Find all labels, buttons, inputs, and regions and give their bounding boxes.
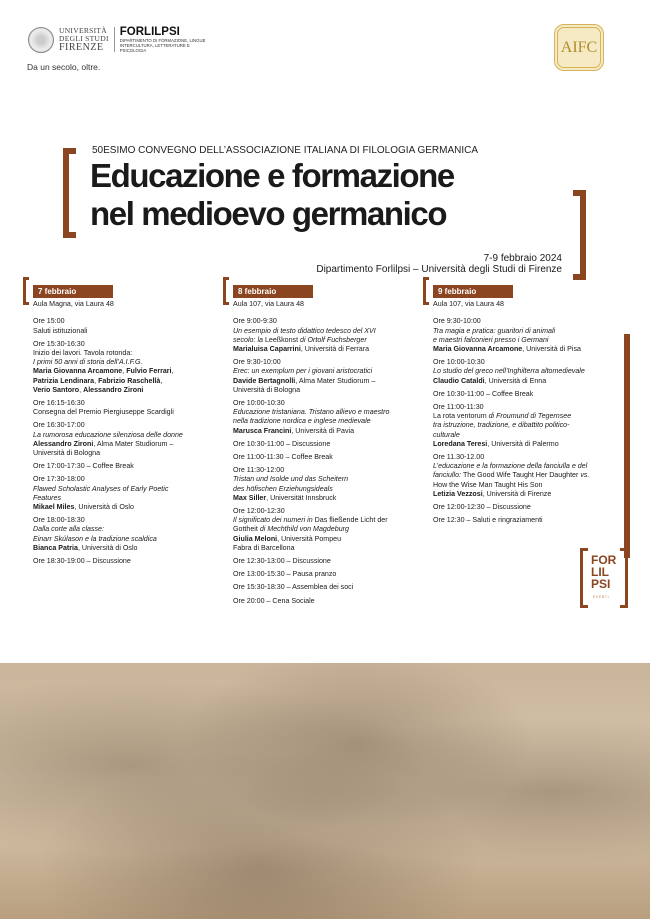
schedule-entry	[233, 440, 428, 449]
schedule-entry	[33, 475, 228, 512]
entry-time: Ore 16:15-16:30	[33, 399, 85, 408]
unifi-logo	[28, 26, 215, 53]
talk-title: e maestri falconieri presso i Germani	[433, 335, 549, 344]
talk-title: tra istruzione, tradizione, e dibattito politico-	[433, 421, 570, 430]
entry-line	[33, 494, 228, 503]
event-dates: 7-9 febbraio 2024	[483, 253, 562, 264]
entry-time: Ore 11:00-11:30 – Coffee Break	[233, 453, 333, 462]
talk-title: di Froumund di Tegernsee	[486, 412, 572, 421]
entry-text: , Università di Enna	[484, 376, 547, 385]
entry-line	[233, 427, 428, 436]
entry-time: Ore 18:30-19:00 – Discussione	[33, 557, 131, 566]
entry-time: Ore 13:00-15:30 – Pausa pranzo	[233, 570, 337, 579]
entry-line	[233, 417, 428, 426]
dept-name: FORLILPSI	[119, 26, 180, 38]
dept-subtitle: DIPARTIMENTO DI FORMAZIONE, LINGUE INTERCULTURA, LETTERATURE E PSICOLOGIA	[119, 38, 206, 53]
schedule-entry	[33, 340, 228, 395]
talk-title: Il significato dei numeri in	[233, 516, 315, 525]
entry-line	[433, 345, 628, 354]
entry-text: , Università di Oslo	[77, 543, 138, 552]
entry-text: ,	[79, 385, 84, 394]
entry-line	[33, 449, 228, 458]
entry-line	[433, 367, 628, 376]
entry-line	[233, 475, 428, 484]
speaker-name: Maria Giovanna Arcamone	[33, 367, 123, 376]
event-title	[90, 157, 454, 233]
entry-line	[433, 327, 628, 336]
speaker-name: Patrizia Lendinara	[33, 376, 95, 385]
entry-text: , Alma Mater Studiorum –	[295, 376, 376, 385]
entry-line	[233, 327, 428, 336]
accent-bar	[624, 334, 630, 558]
entry-time: Ore 9:00-9:30	[233, 317, 277, 326]
entry-text: La rota ventorum	[433, 412, 487, 421]
entry-time: Ore 17:00-17:30 – Coffee Break	[33, 462, 134, 471]
schedule-entry	[233, 358, 428, 395]
speaker-name: Bianca Patria	[33, 543, 78, 552]
entry-time: Ore 15:30-16:30	[33, 339, 85, 348]
talk-title: fanciullo:	[433, 471, 463, 480]
entry-line	[33, 440, 228, 449]
schedule-entry	[33, 516, 228, 553]
entry-line	[233, 494, 428, 503]
speaker-name: Alessandro Zironi	[33, 439, 94, 448]
logo-sub: EVENTI	[593, 595, 610, 599]
entry-time: Ore 9:30-10:00	[433, 317, 481, 326]
talk-title: culturale	[433, 430, 460, 439]
entry-line	[33, 544, 228, 553]
motto: Da un secolo, oltre.	[27, 62, 101, 72]
entry-text: , Alma Mater Studiorum –	[93, 439, 174, 448]
entry-line	[33, 535, 228, 544]
day-column	[33, 277, 228, 570]
entry-text: Fabra di Barcellona	[233, 543, 295, 552]
title-line: nel medioevo germanico	[90, 195, 447, 232]
day-venue: Aula 107, via Laura 48	[433, 300, 504, 309]
talk-title: des höfischen Erziehungsideals	[233, 484, 333, 493]
entry-time: Ore 11.30-12.00	[433, 453, 485, 462]
entry-line	[33, 327, 228, 336]
speaker-name: Loredana Teresi	[433, 439, 488, 448]
entry-line	[433, 471, 628, 480]
uni-line: DEGLI STUDI	[59, 34, 109, 44]
entry-line	[33, 358, 228, 367]
talk-title: vs.	[580, 471, 590, 480]
schedule-entry	[33, 317, 228, 335]
speaker-name: Mikael Miles	[33, 503, 75, 512]
speaker-name: Fulvio Ferrari	[126, 367, 172, 376]
entry-line	[233, 345, 428, 354]
speaker-name: Verio Santoro	[33, 385, 80, 394]
entry-line	[33, 408, 228, 417]
entry-text: Leeßkonst	[264, 335, 299, 344]
entry-text: ,	[160, 376, 163, 385]
entry-text: How the Wise Man Taught His Son	[433, 480, 543, 489]
aifc-logo: AIFC	[554, 24, 604, 71]
schedule-entry	[33, 399, 228, 417]
entry-text: Università di Bologna	[33, 449, 101, 458]
talk-title: L’educazione e la formazione della fanciulla e del	[433, 462, 588, 471]
speaker-name: Giulia Meloni	[233, 534, 278, 543]
entry-time: Ore 12:00-12:30	[233, 507, 285, 516]
entry-text: , Università di Ferrara	[300, 345, 370, 354]
talk-title: Educazione tristaniana. Tristano allievo e maestro	[233, 408, 390, 417]
entry-time: Ore 12:30-13:00 – Discussione	[233, 557, 331, 566]
entry-time: Ore 10:30-11:00 – Discussione	[233, 439, 331, 448]
entry-line	[433, 421, 628, 430]
entry-time: Ore 12:00-12:30 – Discussione	[433, 503, 531, 512]
talk-title: La rumorosa educazione silenziosa delle donne	[33, 430, 183, 439]
entry-line	[33, 525, 228, 534]
talk-title: Tra magia e pratica: guaritori di animali	[433, 326, 556, 335]
schedule-entry	[33, 421, 228, 458]
entry-line	[233, 377, 428, 386]
entry-text: , Università Pompeu	[277, 534, 342, 543]
entry-line	[233, 516, 428, 525]
entry-line	[233, 525, 428, 534]
schedule-entry	[33, 462, 228, 471]
talk-title: Lo studio del greco nell’Inghilterra altomedievale	[433, 367, 585, 376]
schedule-entry	[433, 503, 628, 512]
day-header: 8 febbraio	[233, 285, 313, 298]
entry-time: Ore 20:00 – Cena Sociale	[233, 596, 315, 605]
entry-time: Ore 18:00-18:30	[33, 516, 85, 525]
entry-time: Ore 10:00-10:30	[433, 358, 485, 367]
speaker-name: Max Siller	[233, 493, 267, 502]
schedule-entry	[433, 358, 628, 386]
entry-text: , Universität Innsbruck	[266, 493, 337, 502]
day-column	[433, 277, 628, 529]
talk-title: Features	[33, 493, 61, 502]
entry-text: , Università di Pisa	[522, 345, 581, 354]
entry-time: Ore 15:00	[33, 317, 65, 326]
entry-line	[233, 408, 428, 417]
schedule-entry	[433, 317, 628, 354]
university-name	[59, 27, 115, 53]
entry-text: Inizio dei lavori. Tavola rotonda:	[33, 349, 133, 358]
event-info	[300, 253, 562, 275]
entry-time: Ore 12:30 – Saluti e ringraziamenti	[433, 516, 543, 525]
entry-line	[433, 440, 628, 449]
speaker-name: Alessandro Zironi	[83, 385, 144, 394]
entry-time: Ore 10:00-10:30	[233, 399, 285, 408]
entry-line	[433, 490, 628, 499]
event-place: Dipartimento Forlilpsi – Università degli Studi di Firenze	[316, 264, 562, 275]
entry-line	[433, 377, 628, 386]
schedule-entry	[233, 597, 428, 606]
entry-text: , Università di Oslo	[74, 503, 134, 512]
university-seal-icon	[28, 27, 54, 53]
entry-line	[433, 462, 628, 471]
entry-line	[33, 349, 228, 358]
entry-line	[33, 367, 228, 376]
entry-line	[33, 386, 228, 395]
forlilpsi-eventi-logo	[580, 548, 628, 608]
schedule-entry	[433, 390, 628, 399]
entry-text: Università di Bologna	[233, 385, 301, 394]
talk-title: di Ortolf Fuchsberger	[298, 335, 367, 344]
entry-text: , Università di Palermo	[487, 439, 559, 448]
schedule-entry	[33, 557, 228, 566]
schedule-entry	[233, 453, 428, 462]
uni-line: UNIVERSITÀ	[59, 25, 107, 35]
day-header: 7 febbraio	[33, 285, 113, 298]
entry-text: Consegna del Premio Piergiuseppe Scardigli	[33, 408, 174, 417]
entry-time: Ore 10:30-11:00 – Coffee Break	[433, 389, 534, 398]
talk-title: Einarr Skúlason e la tradizione scaldica	[33, 534, 157, 543]
entry-text: , Università di Pavia	[291, 426, 355, 435]
title-line: Educazione e formazione	[90, 157, 454, 194]
day-column	[233, 277, 428, 610]
entry-line	[433, 481, 628, 490]
entry-line	[233, 386, 428, 395]
entry-text: Saluti istituzionali	[33, 326, 88, 335]
speaker-name: Claudio Cataldi	[433, 376, 485, 385]
right-bracket	[573, 190, 586, 280]
talk-title: di Mechthild von Magdeburg	[259, 525, 349, 534]
entry-line	[433, 431, 628, 440]
talk-title: Erec: un exemplum per i giovani aristocratici	[233, 367, 373, 376]
left-bracket	[63, 148, 76, 238]
entry-line	[233, 367, 428, 376]
entry-time: Ore 11:00-11:30	[433, 403, 484, 412]
entry-text: ,	[171, 367, 174, 376]
entry-text: The Good Wife Taught Her Daughter	[462, 471, 581, 480]
speaker-name: Letizia Vezzosi	[433, 489, 483, 498]
schedule-entry	[233, 583, 428, 592]
entry-line	[33, 485, 228, 494]
entry-line	[233, 544, 428, 553]
entry-line	[33, 503, 228, 512]
speaker-name: Marialuisa Caparrini	[233, 345, 301, 354]
schedule-entry	[233, 570, 428, 579]
schedule-entry	[433, 516, 628, 525]
entry-time: Ore 17:30-18:00	[33, 475, 85, 484]
speaker-name: Maria Giovanna Arcamone	[433, 345, 523, 354]
entry-line	[233, 485, 428, 494]
day-header: 9 febbraio	[433, 285, 513, 298]
entry-time: Ore 9:30-10:00	[233, 358, 281, 367]
entry-line	[33, 377, 228, 386]
schedule-entry	[233, 507, 428, 553]
schedule-entry	[433, 453, 628, 499]
entry-line	[233, 336, 428, 345]
logo-line: LIL	[591, 565, 609, 579]
talk-title: Dalla corte alla classe:	[33, 525, 104, 534]
entry-time: Ore 11:30-12:00	[233, 466, 285, 475]
talk-title: I primi 50 anni di storia dell’A.I.F.G.	[33, 358, 143, 367]
schedule-entry	[233, 399, 428, 436]
entry-line	[33, 431, 228, 440]
entry-text: ,	[122, 367, 127, 376]
entry-text: Das fließende Licht der	[314, 516, 388, 525]
entry-time: Ore 16:30-17:00	[33, 421, 85, 430]
event-subtitle: 50ESIMO CONVEGNO DELL’ASSOCIAZIONE ITALIANA DI FILOLOGIA GERMANICA	[92, 145, 479, 156]
speaker-name: Fabrizio Raschellà	[98, 376, 161, 385]
talk-title: nella tradizione nordica e inglese medievale	[233, 417, 371, 426]
forlilpsi-logo	[120, 26, 215, 53]
day-venue: Aula 107, via Laura 48	[233, 300, 304, 309]
entry-line	[433, 336, 628, 345]
entry-line	[233, 535, 428, 544]
entry-text: Gottheit	[233, 525, 260, 534]
talk-title: Tristan und Isolde und das Scheitern	[233, 475, 349, 484]
entry-time: Ore 15:30-18:30 – Assemblea dei soci	[233, 583, 354, 592]
day-bracket-icon	[23, 277, 29, 305]
schedule-entry	[233, 317, 428, 354]
day-bracket-icon	[223, 277, 229, 305]
entry-text: , Università di Firenze	[482, 489, 552, 498]
entry-text: ,	[94, 376, 99, 385]
uni-line: FIRENZE	[59, 41, 104, 53]
day-venue: Aula Magna, via Laura 48	[33, 300, 114, 309]
speaker-name: Marusca Francini	[233, 426, 292, 435]
talk-title: Flawed Scholastic Analyses of Early Poetic	[33, 484, 169, 493]
schedule-entry	[433, 403, 628, 449]
talk-title: secolo: la	[233, 335, 265, 344]
renaissance-drawing-image	[0, 663, 650, 919]
day-bracket-icon	[423, 277, 429, 305]
schedule-entry	[233, 557, 428, 566]
talk-title: Un esempio di testo didattico tedesco del XVI	[233, 326, 376, 335]
schedule-entry	[233, 466, 428, 503]
logo-line: PSI	[591, 577, 611, 591]
logo-line: FOR	[591, 553, 617, 567]
speaker-name: Davide Bertagnolli	[233, 376, 296, 385]
entry-line	[433, 412, 628, 421]
